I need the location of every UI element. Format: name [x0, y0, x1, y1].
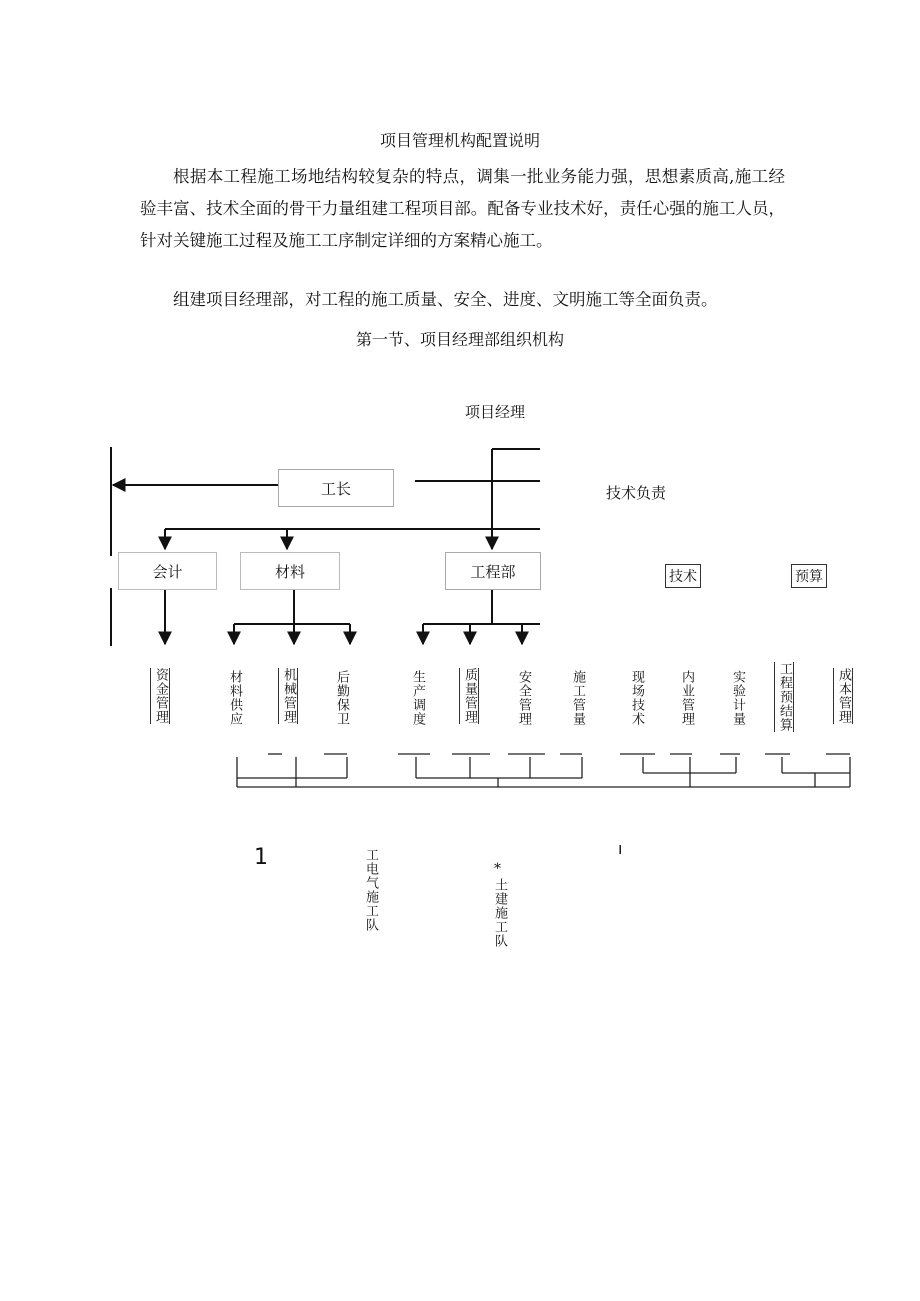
function-project-settlement: 工程预结算 — [774, 662, 794, 732]
function-site-technology: 现场技术 — [629, 670, 644, 726]
project-manager-label: 项目经理 — [465, 403, 526, 421]
accounting-box: 会计 — [118, 552, 217, 590]
civil-team-mark: * — [494, 861, 501, 877]
technology-box: 技术 — [665, 564, 701, 588]
function-machinery-management: 机械管理 — [278, 668, 298, 724]
foreman-box: 工长 — [278, 469, 394, 507]
function-material-supply: 材料供应 — [227, 670, 242, 726]
function-testing-metrology: 实验计量 — [730, 670, 745, 726]
function-construction-management: 施工管量 — [570, 670, 585, 726]
function-production-scheduling: 生产调度 — [410, 670, 425, 726]
function-fund-management: 资金管理 — [150, 668, 170, 724]
function-cost-management: 成本管理 — [833, 668, 853, 724]
civil-team: 土建施工队 — [492, 878, 507, 948]
stray-mark-right: ı — [618, 839, 623, 858]
electrical-team: 工电气施工队 — [363, 848, 378, 932]
budget-box: 预算 — [791, 564, 827, 588]
section-heading: 第一节、项目经理部组织机构 — [355, 330, 564, 349]
stray-mark-left: 1 — [254, 845, 268, 870]
paragraph-responsibility: 组建项目经理部，对工程的施工质量、安全、进度、文明施工等全面负责。 — [173, 290, 718, 309]
function-safety-management: 安全管理 — [516, 670, 531, 726]
paragraph-intro: 根据本工程施工场地结构较复杂的特点，调集一批业务能力强，思想素质高,施工经验丰富、技术全面的骨干力量组建工程项目部。配备专业技术好，责任心强的施工人员，针对关键施工过程及施工工序制定详细的方案精心施工。 — [140, 167, 785, 250]
tech-head-label: 技术负责 — [606, 484, 667, 502]
document-title: 项目管理机构配置说明 — [379, 131, 540, 150]
engineering-box: 工程部 — [445, 552, 541, 590]
function-office-management: 内业管理 — [679, 670, 694, 726]
function-quality-management: 质量管理 — [459, 668, 479, 724]
function-logistics-security: 后勤保卫 — [334, 670, 349, 726]
materials-box: 材料 — [240, 552, 340, 590]
